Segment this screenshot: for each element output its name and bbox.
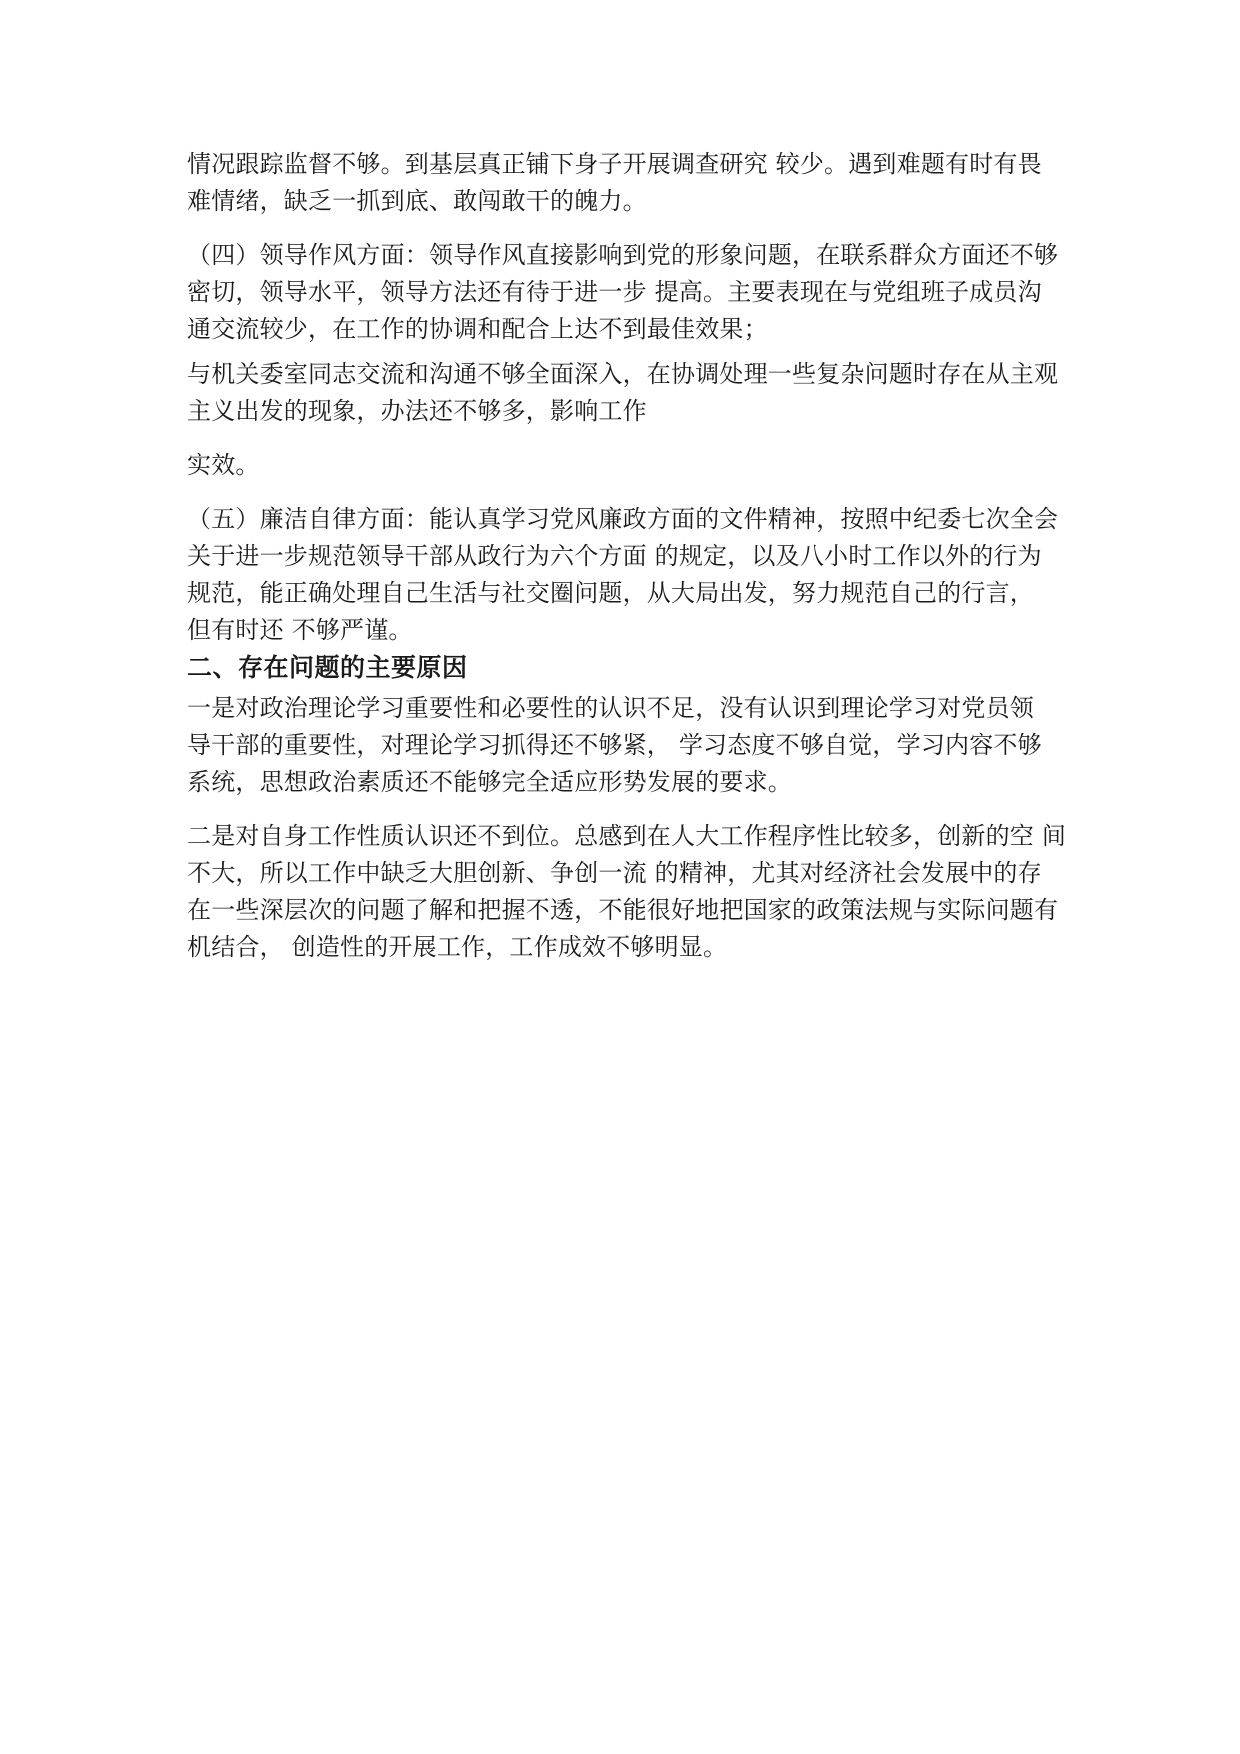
text-line: 难情绪，缺乏一抓到底、敢闯敢干的魄力。 — [187, 187, 647, 215]
text-line: （五）廉洁自律方面：能认真学习党风廉政方面的文件精神，按照中纪委七次全会 — [187, 505, 1059, 533]
paragraph-reason-two — [187, 818, 1067, 966]
paragraph-communication — [187, 356, 1067, 430]
text-line: 规范，能正确处理自己生活与社交圈问题，从大局出发，努力规范自己的行言， — [187, 579, 1034, 607]
text-line: 与机关委室同志交流和沟通不够全面深入，在协调处理一些复杂问题时存在从主观 — [187, 360, 1059, 388]
paragraph-reason-one — [187, 690, 1067, 801]
text-line: （四）领导作风方面：领导作风直接影响到党的形象问题，在联系群众方面还不够 — [187, 241, 1059, 269]
text-line: 实效。 — [187, 451, 260, 479]
paragraph-leadership-style — [187, 237, 1067, 348]
text-line: 但有时还 不够严谨。 — [187, 616, 413, 644]
text-line: 导干部的重要性，对理论学习抓得还不够紧， 学习态度不够自觉，学习内容不够 — [187, 731, 1042, 759]
text-line: 主义出发的现象，办法还不够多，影响工作 — [187, 397, 647, 425]
text-line: 机结合， 创造性的开展工作，工作成效不够明显。 — [187, 933, 728, 961]
text-line: 在一些深层次的问题了解和把握不透，不能很好地把国家的政策法规与实际问题有 — [187, 896, 1059, 924]
text-line: 通交流较少，在工作的协调和配合上达不到最佳效果； — [187, 315, 768, 343]
text-line: 一是对政治理论学习重要性和必要性的认识不足，没有认识到理论学习对党员领 — [187, 694, 1034, 722]
document-body — [187, 146, 1067, 966]
text-line: 关于进一步规范领导干部从政行为六个方面 的规定，以及八小时工作以外的行为 — [187, 542, 1042, 570]
text-line: 系统，思想政治素质还不能够完全适应形势发展的要求。 — [187, 768, 792, 796]
paragraph-effect — [187, 447, 1067, 484]
paragraph-integrity — [187, 501, 1067, 649]
section-heading: 二、存在问题的主要原因 — [187, 653, 468, 682]
text-line: 二是对自身工作性质认识还不到位。总感到在人大工作程序性比较多，创新的空 间 — [187, 822, 1067, 850]
text-line: 不大，所以工作中缺乏大胆创新、争创一流 的精神，尤其对经济社会发展中的存 — [187, 859, 1042, 887]
text-line: 情况跟踪监督不够。到基层真正铺下身子开展调查研究 较少。遇到难题有时有畏 — [187, 150, 1042, 178]
text-line: 密切，领导水平，领导方法还有待于进一步 提高。主要表现在与党组班子成员沟 — [187, 278, 1042, 306]
paragraph-supervision — [187, 146, 1067, 220]
